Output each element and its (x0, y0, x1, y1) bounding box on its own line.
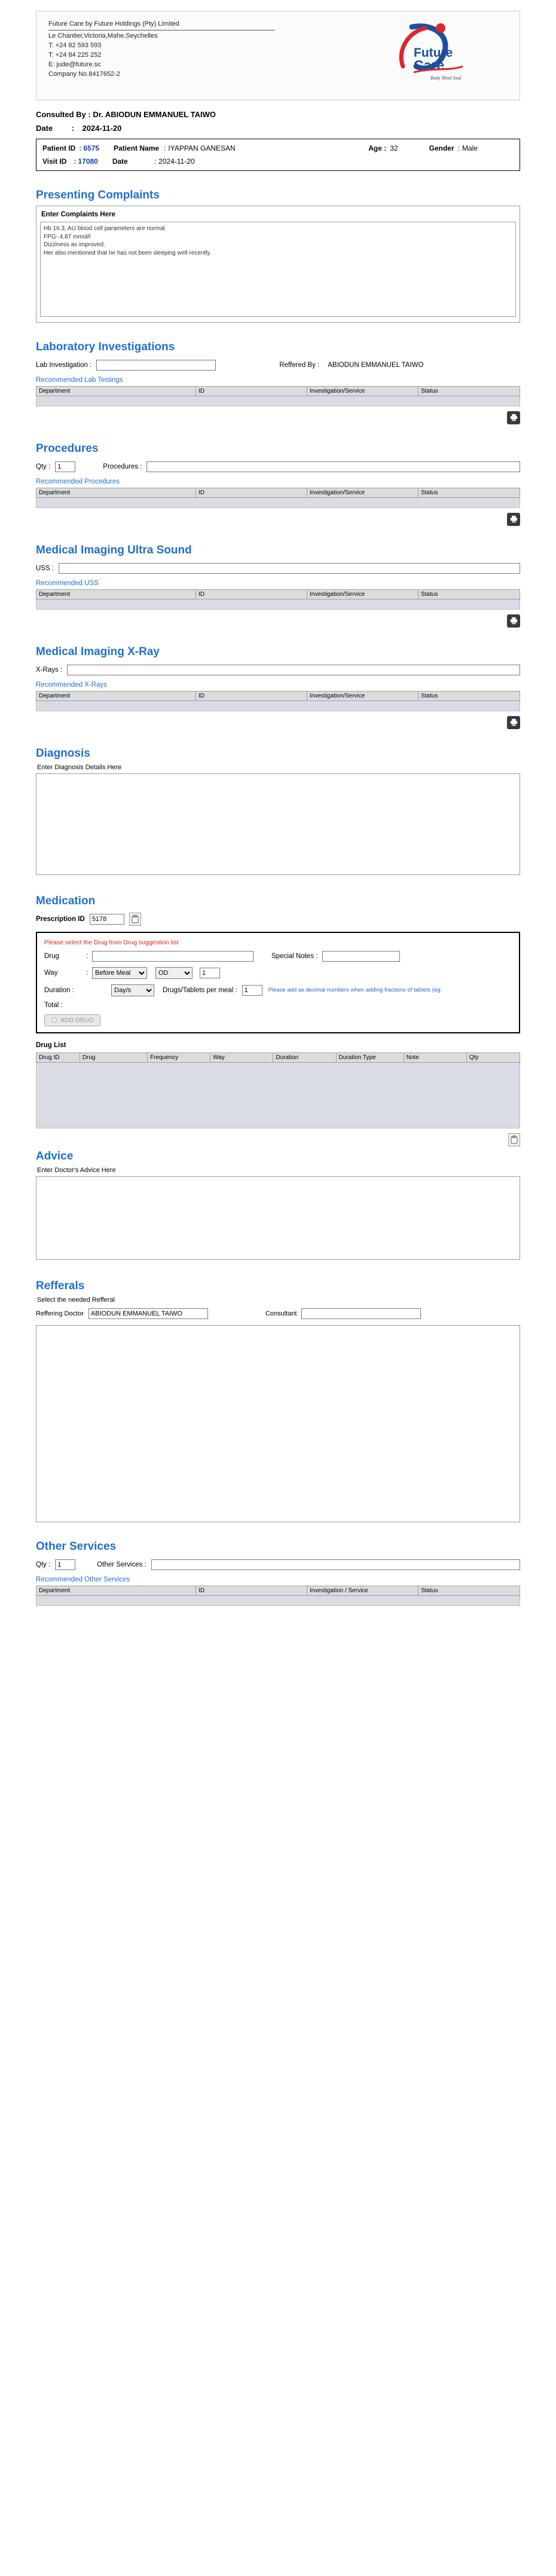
complaints-sub-label: Enter Complaints Here (41, 211, 115, 218)
clipboard-icon[interactable] (508, 1133, 520, 1146)
uss-input-row (36, 563, 520, 574)
svg-text:Care: Care (414, 57, 445, 73)
complaints-container (36, 206, 520, 323)
special-notes-label: Special Notes : (271, 952, 318, 960)
proc-empty-body (36, 497, 520, 507)
drug-empty-body (36, 1062, 520, 1128)
print-icon[interactable] (507, 411, 520, 424)
duration-label: Duration : (44, 986, 74, 994)
os-col-status: Status (418, 1586, 520, 1595)
section-laboratory-investigations: Laboratory Investigations (36, 340, 175, 353)
procedures-qty-input[interactable] (55, 461, 75, 472)
drug-col-way: Way (210, 1053, 273, 1062)
proc-col-department: Department (36, 488, 196, 497)
patient-id-colon: : (79, 144, 82, 152)
consult-date-label: Date (36, 124, 53, 133)
medication-entry-panel (36, 932, 520, 1033)
recommended-xrays-label: Recommended X-Rays (36, 681, 107, 689)
add-drug-label: ADD DRUG (60, 1016, 94, 1024)
other-services-input[interactable] (151, 1559, 520, 1570)
total-label: Total : (44, 1001, 63, 1009)
table-row (36, 497, 520, 507)
patient-info-bar (36, 139, 520, 171)
visit-id-colon: : (74, 157, 77, 166)
prescription-id-label: Prescription ID (36, 915, 85, 923)
svg-text:Future: Future (414, 46, 453, 60)
section-presenting-complaints: Presenting Complaints (36, 189, 160, 201)
recommended-uss-label: Recommended USS (36, 579, 99, 587)
procedures-qty-label: Qty : (36, 463, 51, 470)
patient-name-value: IYAPPAN GANESAN (168, 144, 236, 152)
drug-col-drug: Drug (80, 1053, 147, 1062)
xray-col-id: ID (195, 691, 307, 700)
consultant-input[interactable] (301, 1308, 421, 1319)
total-row (44, 1002, 512, 1009)
xray-col-status: Status (418, 691, 520, 700)
company-info (48, 20, 275, 79)
table-header-row (36, 691, 520, 700)
consulted-by-doctor: Dr. ABIODUN EMMANUEL TAIWO (93, 110, 216, 119)
frequency-select[interactable] (155, 967, 193, 979)
drug-list-table (36, 1053, 520, 1128)
per-meal-label: Drugs/Tablets per meal : (163, 986, 237, 994)
os-empty-body (36, 1595, 520, 1605)
visit-date-label: Date (112, 157, 128, 166)
uss-input[interactable] (59, 563, 520, 574)
lab-empty-body (36, 396, 520, 406)
drug-list-label: Drug List (36, 1041, 66, 1049)
company-number: Company No.8417652-2 (48, 70, 120, 78)
lab-results-table (36, 386, 520, 406)
way-label: Way (44, 969, 58, 977)
company-tel-1: T: +24 82 593 593 (48, 41, 102, 49)
os-col-service: Investigation / Service (307, 1586, 418, 1595)
duration-row (44, 984, 512, 996)
xray-empty-body (36, 700, 520, 711)
consult-date-value: 2024-11-20 (82, 124, 122, 133)
print-icon[interactable] (507, 614, 520, 628)
consulted-by-row (36, 110, 520, 119)
duration-unit-select[interactable] (111, 984, 154, 996)
other-services-label: Other Services : (97, 1561, 146, 1568)
other-services-table (36, 1586, 520, 1606)
proc-col-id: ID (195, 488, 307, 497)
xray-col-department: Department (36, 691, 196, 700)
company-tel-2: T: +24 84 225 252 (48, 51, 102, 59)
prescription-id-row (36, 913, 520, 926)
other-services-input-row (36, 1559, 520, 1570)
way-select[interactable] (92, 967, 147, 979)
decimal-hint: Please add as decimal numbers when adding fractions of tablets (eg: (268, 987, 442, 993)
procedures-label: Procedures : (103, 463, 142, 470)
frequency-qty-input[interactable] (200, 968, 220, 978)
lab-col-status: Status (418, 386, 520, 396)
section-advice: Advice (36, 1149, 74, 1162)
uss-table (36, 589, 520, 610)
consult-date-row (36, 124, 520, 133)
table-row (36, 700, 520, 711)
uss-print-row (36, 614, 520, 628)
drug-list-print-row (36, 1133, 520, 1146)
table-row (36, 1595, 520, 1605)
section-other-services: Other Services (36, 1540, 117, 1553)
medication-warning: Please select the Drug from Drug suggestion list (44, 938, 179, 946)
proc-col-status: Status (418, 488, 520, 497)
visit-id-label: Visit ID (42, 157, 67, 166)
plus-icon (51, 1017, 57, 1023)
reffering-doctor-input[interactable] (88, 1308, 208, 1319)
drug-col-note: Note (404, 1053, 466, 1062)
recommended-other-services-label: Recommended Other Services (36, 1575, 130, 1583)
prescription-page (0, 11, 556, 1630)
table-header-row (36, 589, 520, 599)
xray-input-row (36, 665, 520, 675)
refferals-sub-label: Select the needed Refferal (37, 1296, 115, 1304)
lab-col-id: ID (195, 386, 307, 396)
advice-sub-label: Enter Doctor's Advice Here (37, 1166, 116, 1174)
xray-label: X-Rays : (36, 666, 63, 674)
logo-graphic (379, 20, 499, 85)
section-ultrasound: Medical Imaging Ultra Sound (36, 543, 192, 556)
reffering-doctor-label: Reffering Doctor (36, 1310, 84, 1317)
table-row (36, 599, 520, 609)
patient-gender-value: Male (462, 144, 478, 152)
uss-empty-body (36, 599, 520, 609)
uss-col-department: Department (36, 589, 196, 599)
print-icon[interactable] (507, 513, 520, 526)
recommended-lab-testings-label: Recommended Lab Testings (36, 376, 123, 384)
company-address: Le Chantier,Victoria,Mahe,Seychelles (48, 32, 158, 39)
procedures-print-row (36, 513, 520, 526)
patient-id-value: 6575 (83, 144, 100, 152)
table-row (36, 1062, 520, 1128)
other-services-qty-label: Qty : (36, 1561, 51, 1568)
xray-input[interactable] (67, 665, 520, 675)
xray-print-row (36, 716, 520, 729)
add-drug-button[interactable] (44, 1014, 100, 1026)
os-col-id: ID (195, 1586, 307, 1595)
section-procedures: Procedures (36, 442, 99, 455)
per-meal-input[interactable] (242, 985, 262, 996)
lab-col-department: Department (36, 386, 196, 396)
print-icon[interactable] (507, 716, 520, 729)
section-medication: Medication (36, 894, 96, 907)
referral-input-row (36, 1308, 520, 1319)
drug-label: Drug (44, 952, 59, 960)
lab-investigation-input[interactable] (96, 360, 216, 371)
consult-date-colon: : (71, 124, 74, 133)
xray-table (36, 691, 520, 711)
referred-by-value: ABIODUN EMMANUEL TAIWO (328, 361, 424, 369)
uss-col-service: Investigation/Service (307, 589, 418, 599)
lab-input-row (36, 360, 520, 371)
company-email: E: jude@future.sc (48, 60, 101, 68)
consulted-by-label: Consulted By : (36, 110, 91, 119)
company-logo (370, 20, 508, 85)
table-header-row (36, 1586, 520, 1595)
table-row (36, 396, 520, 406)
section-xray: Medical Imaging X-Ray (36, 645, 160, 658)
procedures-table (36, 488, 520, 508)
uss-col-id: ID (195, 589, 307, 599)
visit-date-value: 2024-11-20 (158, 157, 195, 166)
lab-col-service: Investigation/Service (307, 386, 418, 396)
patient-name-label: Patient Name (114, 144, 160, 152)
patient-gender-label: Gender (429, 144, 454, 152)
patient-gender-colon: : (457, 144, 460, 152)
patient-id-label: Patient ID (42, 144, 76, 152)
table-header-row (36, 488, 520, 497)
drug-input[interactable] (92, 951, 253, 962)
xray-col-service: Investigation/Service (307, 691, 418, 700)
prescription-id-input[interactable] (90, 914, 124, 925)
uss-label: USS : (36, 564, 54, 572)
referred-by-label: Reffered By : (279, 361, 320, 369)
proc-col-service: Investigation/Service (307, 488, 418, 497)
patient-name-colon: : (164, 144, 166, 152)
procedures-input-row (36, 461, 520, 472)
drug-row: Drug : Special Notes : (44, 951, 512, 962)
drug-col-frequency: Frequency (148, 1053, 210, 1062)
patient-age-value: 32 (390, 144, 398, 152)
way-row: Way : Before Meal OD 1 (44, 967, 512, 979)
lab-investigation-label: Lab Investigation : (36, 361, 92, 369)
lab-print-row (36, 411, 520, 424)
os-col-department: Department (36, 1586, 196, 1595)
advice-textarea[interactable] (36, 1176, 520, 1260)
other-services-qty-input[interactable] (55, 1559, 75, 1570)
drug-col-id: Drug ID (36, 1053, 80, 1062)
add-drug-row (44, 1014, 512, 1026)
special-notes-input[interactable] (322, 951, 400, 962)
drug-col-duration: Duration (273, 1053, 336, 1062)
drug-col-duration-type: Duration Type (336, 1053, 404, 1062)
table-header-row (36, 1053, 520, 1062)
svg-text:Body Mind Soul: Body Mind Soul (430, 75, 462, 81)
recommended-procedures-label: Recommended Procedures (36, 478, 120, 485)
diagnosis-sub-label: Enter Diagnosis Details Here (37, 763, 122, 771)
page-header (36, 11, 520, 100)
consultant-label: Consultant (265, 1310, 297, 1317)
clipboard-icon[interactable] (129, 913, 141, 926)
visit-date-colon: : (154, 157, 157, 166)
section-refferals: Refferals (36, 1279, 85, 1292)
table-header-row (36, 386, 520, 396)
referral-details-box[interactable] (36, 1325, 520, 1522)
complaints-textarea[interactable] (40, 222, 516, 317)
patient-age-label: Age : (368, 144, 387, 152)
uss-col-status: Status (418, 589, 520, 599)
drug-col-qty: Qty (466, 1053, 520, 1062)
section-diagnosis: Diagnosis (36, 747, 90, 760)
company-name: Future Care by Future Holdings (Pty) Limited (48, 20, 275, 30)
procedures-input[interactable] (146, 461, 520, 472)
visit-id-value: 17080 (78, 157, 98, 166)
diagnosis-textarea[interactable] (36, 773, 520, 875)
